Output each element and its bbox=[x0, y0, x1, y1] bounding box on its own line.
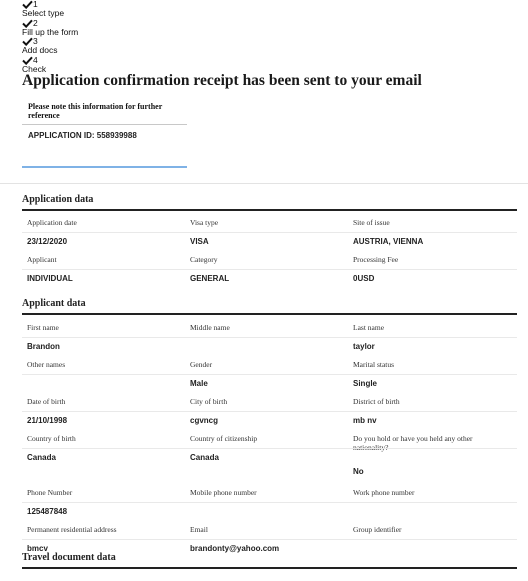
fee-value: 0USD bbox=[353, 274, 375, 283]
address-label: Permanent residential address bbox=[27, 525, 117, 534]
step-2 bbox=[22, 19, 172, 38]
reference-box bbox=[22, 98, 187, 140]
email-value: brandonty@yahoo.com bbox=[190, 544, 280, 553]
step-number: 3 bbox=[33, 36, 38, 47]
application-data-grid bbox=[22, 214, 517, 288]
fee-label: Processing Fee bbox=[353, 255, 399, 264]
visa-type-label: Visa type bbox=[190, 218, 219, 227]
address-value: bmcv bbox=[27, 544, 48, 553]
marital-status-value: Single bbox=[353, 379, 378, 388]
applicant-label: Applicant bbox=[27, 255, 57, 264]
marital-status-label: Marital status bbox=[353, 360, 395, 369]
gender-value: Male bbox=[190, 379, 208, 388]
mobile-label: Mobile phone number bbox=[190, 488, 257, 497]
middle-name-label: Middle name bbox=[190, 323, 230, 332]
other-names-label: Other names bbox=[27, 360, 66, 369]
country-of-birth-value: Canada bbox=[27, 453, 56, 462]
site-label: Site of issue bbox=[353, 218, 390, 227]
step-3 bbox=[22, 37, 172, 56]
value-row bbox=[22, 448, 517, 467]
step-label: Fill up the form bbox=[22, 26, 79, 37]
city-of-birth-label: City of birth bbox=[190, 397, 228, 406]
value-row bbox=[22, 232, 517, 251]
last-name-label: Last name bbox=[353, 323, 385, 332]
value-row bbox=[22, 374, 517, 393]
label-row bbox=[22, 356, 517, 374]
step-label: Check bbox=[22, 64, 47, 75]
section-title-travel: Travel document data bbox=[22, 552, 116, 563]
category-value: GENERAL bbox=[190, 274, 230, 283]
label-row bbox=[22, 251, 517, 269]
applicant-data-grid bbox=[22, 319, 517, 558]
value-row bbox=[22, 502, 517, 521]
last-name-value: taylor bbox=[353, 342, 375, 351]
section-title-applicant: Applicant data bbox=[22, 298, 86, 309]
page-title: Application confirmation receipt has been sent to your email bbox=[22, 72, 422, 89]
divider bbox=[0, 183, 528, 184]
section-rule bbox=[22, 313, 517, 315]
step-number: 1 bbox=[33, 0, 38, 9]
step-number: 4 bbox=[33, 54, 38, 65]
step-label: Add docs bbox=[22, 45, 58, 56]
first-name-value: Brandon bbox=[27, 342, 60, 351]
section-rule bbox=[22, 567, 517, 569]
section-rule bbox=[22, 209, 517, 211]
label-row bbox=[22, 484, 517, 502]
value-row bbox=[22, 411, 517, 430]
site-value: AUSTRIA, VIENNA bbox=[353, 237, 424, 246]
label-row bbox=[22, 521, 517, 539]
accent-divider bbox=[22, 166, 187, 168]
first-name-label: First name bbox=[27, 323, 59, 332]
other-nationality-value: No bbox=[353, 467, 364, 476]
value-row bbox=[22, 269, 517, 288]
label-row bbox=[22, 430, 517, 452]
other-nationality-label: Do you hold or have you held any other nationality? bbox=[353, 434, 473, 452]
gender-label: Gender bbox=[190, 360, 213, 369]
application-date-value: 23/12/2020 bbox=[27, 237, 68, 246]
category-label: Category bbox=[190, 255, 218, 264]
application-date-label: Application date bbox=[27, 218, 77, 227]
label-row bbox=[22, 214, 517, 232]
citizenship-value: Canada bbox=[190, 453, 219, 462]
group-identifier-label: Group identifier bbox=[353, 525, 402, 534]
district-of-birth-label: District of birth bbox=[353, 397, 400, 406]
application-id: APPLICATION ID: 558939988 bbox=[28, 131, 137, 140]
phone-value: 125487848 bbox=[27, 507, 68, 516]
visa-type-value: VISA bbox=[190, 237, 209, 246]
country-of-birth-label: Country of birth bbox=[27, 434, 76, 443]
dob-value: 21/10/1998 bbox=[27, 416, 68, 425]
work-phone-label: Work phone number bbox=[353, 488, 415, 497]
email-label: Email bbox=[190, 525, 208, 534]
value-row bbox=[22, 467, 517, 484]
dob-label: Date of birth bbox=[27, 397, 66, 406]
label-row bbox=[22, 393, 517, 411]
citizenship-label: Country of citizenship bbox=[190, 434, 258, 443]
applicant-value: INDIVIDUAL bbox=[27, 274, 73, 283]
reference-note: Please note this information for further reference bbox=[22, 98, 187, 125]
step-number: 2 bbox=[33, 17, 38, 28]
section-title-application: Application data bbox=[22, 194, 94, 205]
progress-steps bbox=[22, 0, 172, 74]
district-of-birth-value: mb nv bbox=[353, 416, 377, 425]
step-1 bbox=[22, 0, 172, 19]
label-row bbox=[22, 319, 517, 337]
city-of-birth-value: cgvncg bbox=[190, 416, 219, 425]
phone-label: Phone Number bbox=[27, 488, 73, 497]
value-row bbox=[22, 337, 517, 356]
step-label: Select type bbox=[22, 8, 65, 19]
